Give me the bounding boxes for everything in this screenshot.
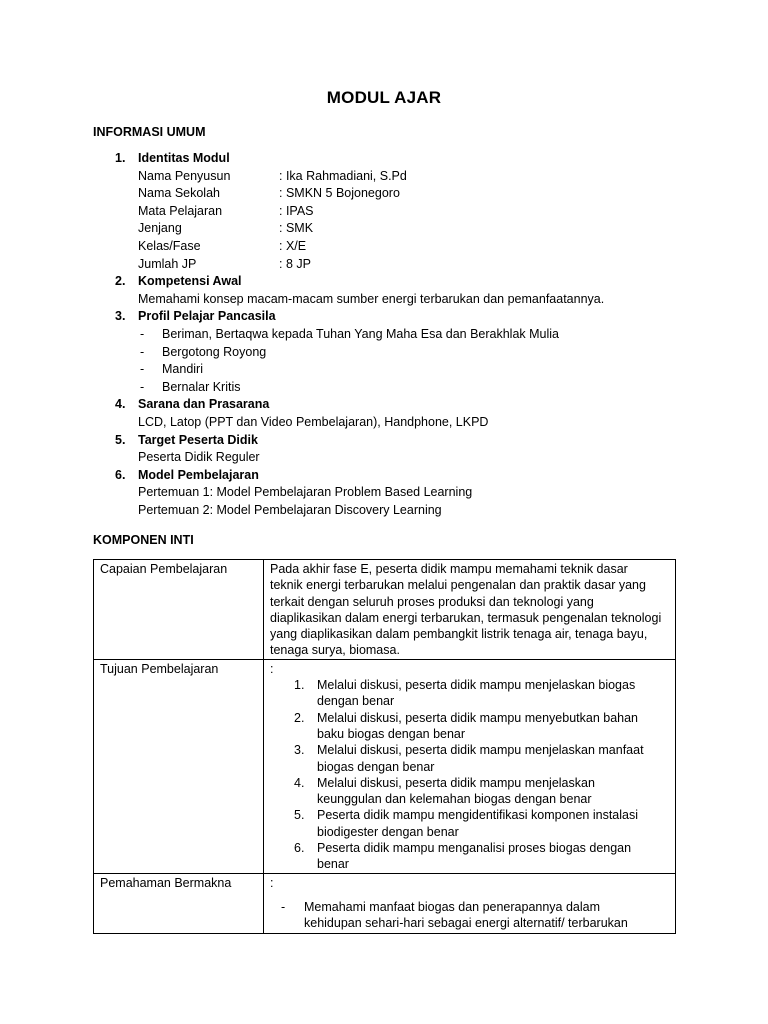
list-item <box>270 775 669 808</box>
kv-value: : 8 JP <box>279 256 311 271</box>
dash-item-text: Bergotong Royong <box>162 344 267 359</box>
list-number: 1. <box>294 678 305 693</box>
kv-label: Nama Sekolah <box>138 186 220 201</box>
list-item <box>270 742 669 775</box>
item-title: Profil Pelajar Pancasila <box>138 309 276 324</box>
item-title: Kompetensi Awal <box>138 274 242 289</box>
item-text: Pertemuan 2: Model Pembelajaran Discovery Learning <box>138 502 442 517</box>
list-number: 3. <box>294 743 305 758</box>
list-item-text: Peserta didik mampu menganalisi proses biogas dengan benar <box>317 841 632 872</box>
table-row-tujuan <box>94 659 676 873</box>
kv-label: Kelas/Fase <box>138 238 201 253</box>
pemahaman-item <box>270 899 669 933</box>
cell-colon: : <box>270 875 274 890</box>
item-number: 3. <box>115 309 126 324</box>
row-label: Capaian Pembelajaran <box>94 560 264 660</box>
komponen-inti-table <box>93 559 676 934</box>
item-number: 1. <box>115 151 126 165</box>
kv-value: : SMKN 5 Bojonegoro <box>279 186 400 201</box>
item-title: Sarana dan Prasarana <box>138 397 270 412</box>
list-item-text: Melalui diskusi, peserta didik mampu menjelaskan biogas dengan benar <box>317 678 636 709</box>
item-text: Memahami konsep macam-macam sumber energi terbarukan dan pemanfaatannya. <box>138 291 605 306</box>
list-item-text: Melalui diskusi, peserta didik mampu menjelaskan keunggulan dan kelemahan biogas dengan benar <box>317 775 595 807</box>
dash-bullet: - <box>140 326 145 341</box>
row-label: Tujuan Pembelajaran <box>94 659 264 873</box>
item-title: Target Peserta Didik <box>138 432 258 447</box>
info-item-profil-pelajar-pancasila <box>93 308 693 396</box>
kv-label: Nama Penyusun <box>138 168 231 183</box>
dash-item-text: Bernalar Kritis <box>162 379 241 394</box>
kv-value: : X/E <box>279 238 307 253</box>
dash-bullet: - <box>140 362 145 377</box>
dash-list-item <box>138 326 693 344</box>
list-item-text: Melalui diskusi, peserta didik mampu menjelaskan manfaat biogas dengan benar <box>317 743 644 774</box>
info-item-kompetensi-awal <box>93 273 693 308</box>
table-row-capaian <box>94 560 676 660</box>
capaian-text: Pada akhir fase E, peserta didik mampu memahami teknik dasar teknik energi terbarukan melalui pengenalan dan praktik dasar yang terkait dengan seluruh proses produksi dan teknologi yang diaplikasikan dalam energi terbarukan, termasuk pengenalan teknologi yang diaplikasikan dalam pembangkit listrik tenaga air, tenaga bayu, tenaga surya, biomasa. <box>270 562 662 658</box>
list-number: 2. <box>294 710 305 725</box>
kv-row-jumlah-jp <box>138 256 693 274</box>
item-number: 2. <box>115 274 126 289</box>
dash-list-item <box>138 379 693 397</box>
kv-row-jenjang <box>138 220 693 238</box>
table-row-pemahaman <box>94 873 676 933</box>
kv-row-kelas-fase <box>138 238 693 256</box>
item-text: Peserta Didik Reguler <box>138 450 260 465</box>
kv-row-mata-pelajaran <box>138 203 693 221</box>
list-item <box>270 710 669 743</box>
list-item-text: Melalui diskusi, peserta didik mampu menyebutkan bahan baku biogas dengan benar <box>317 710 639 741</box>
kv-row-nama-penyusun <box>138 168 693 186</box>
list-item-text: Peserta didik mampu mengidentifikasi komponen instalasi biodigester dengan benar <box>317 808 638 839</box>
kv-label: Jumlah JP <box>138 256 197 271</box>
informasi-umum-heading: INFORMASI UMUM <box>93 125 206 139</box>
item-text: LCD, Latop (PPT dan Video Pembelajaran), Handphone, LKPD <box>138 414 489 429</box>
row-content <box>264 560 676 660</box>
tujuan-list <box>270 677 669 873</box>
kv-label: Jenjang <box>138 221 182 236</box>
row-content <box>264 659 676 873</box>
dash-list-item <box>138 344 693 362</box>
info-item-target-peserta-didik <box>93 432 693 467</box>
item-number: 5. <box>115 432 126 447</box>
dash-bullet: - <box>140 344 145 359</box>
dash-bullet: - <box>281 899 286 914</box>
item-title: Identitas Modul <box>138 151 230 165</box>
dash-bullet: - <box>140 379 145 394</box>
list-item <box>270 840 669 873</box>
list-number: 4. <box>294 775 305 790</box>
dash-list-item <box>138 361 693 379</box>
row-content <box>264 873 676 933</box>
kv-value: : Ika Rahmadiani, S.Pd <box>279 168 407 183</box>
item-number: 6. <box>115 467 126 482</box>
kv-label: Mata Pelajaran <box>138 203 223 218</box>
info-item-sarana-prasarana <box>93 396 693 431</box>
komponen-inti-heading: KOMPONEN INTI <box>93 533 194 547</box>
cell-colon: : <box>270 661 274 676</box>
document-title: MODUL AJAR <box>326 88 442 107</box>
pemahaman-text: Memahami manfaat biogas dan penerapannya dalam kehidupan sehari-hari sebagai energi alternatif/ terbarukan <box>304 899 628 931</box>
row-label: Pemahaman Bermakna <box>94 873 264 933</box>
list-number: 5. <box>294 808 305 823</box>
item-text: Pertemuan 1: Model Pembelajaran Problem Based Learning <box>138 485 473 500</box>
dash-item-text: Mandiri <box>162 362 203 377</box>
kv-row-nama-sekolah <box>138 185 693 203</box>
list-item <box>270 807 669 840</box>
dash-item-text: Beriman, Bertaqwa kepada Tuhan Yang Maha Esa dan Berakhlak Mulia <box>162 326 560 341</box>
list-number: 6. <box>294 841 305 856</box>
kv-value: : IPAS <box>279 203 314 218</box>
item-number: 4. <box>115 397 126 412</box>
kv-value: : SMK <box>279 221 314 236</box>
info-item-identitas-modul <box>93 150 693 273</box>
informasi-umum-list <box>93 150 693 519</box>
item-title: Model Pembelajaran <box>138 467 259 482</box>
info-item-model-pembelajaran <box>93 467 693 520</box>
list-item <box>270 677 669 710</box>
